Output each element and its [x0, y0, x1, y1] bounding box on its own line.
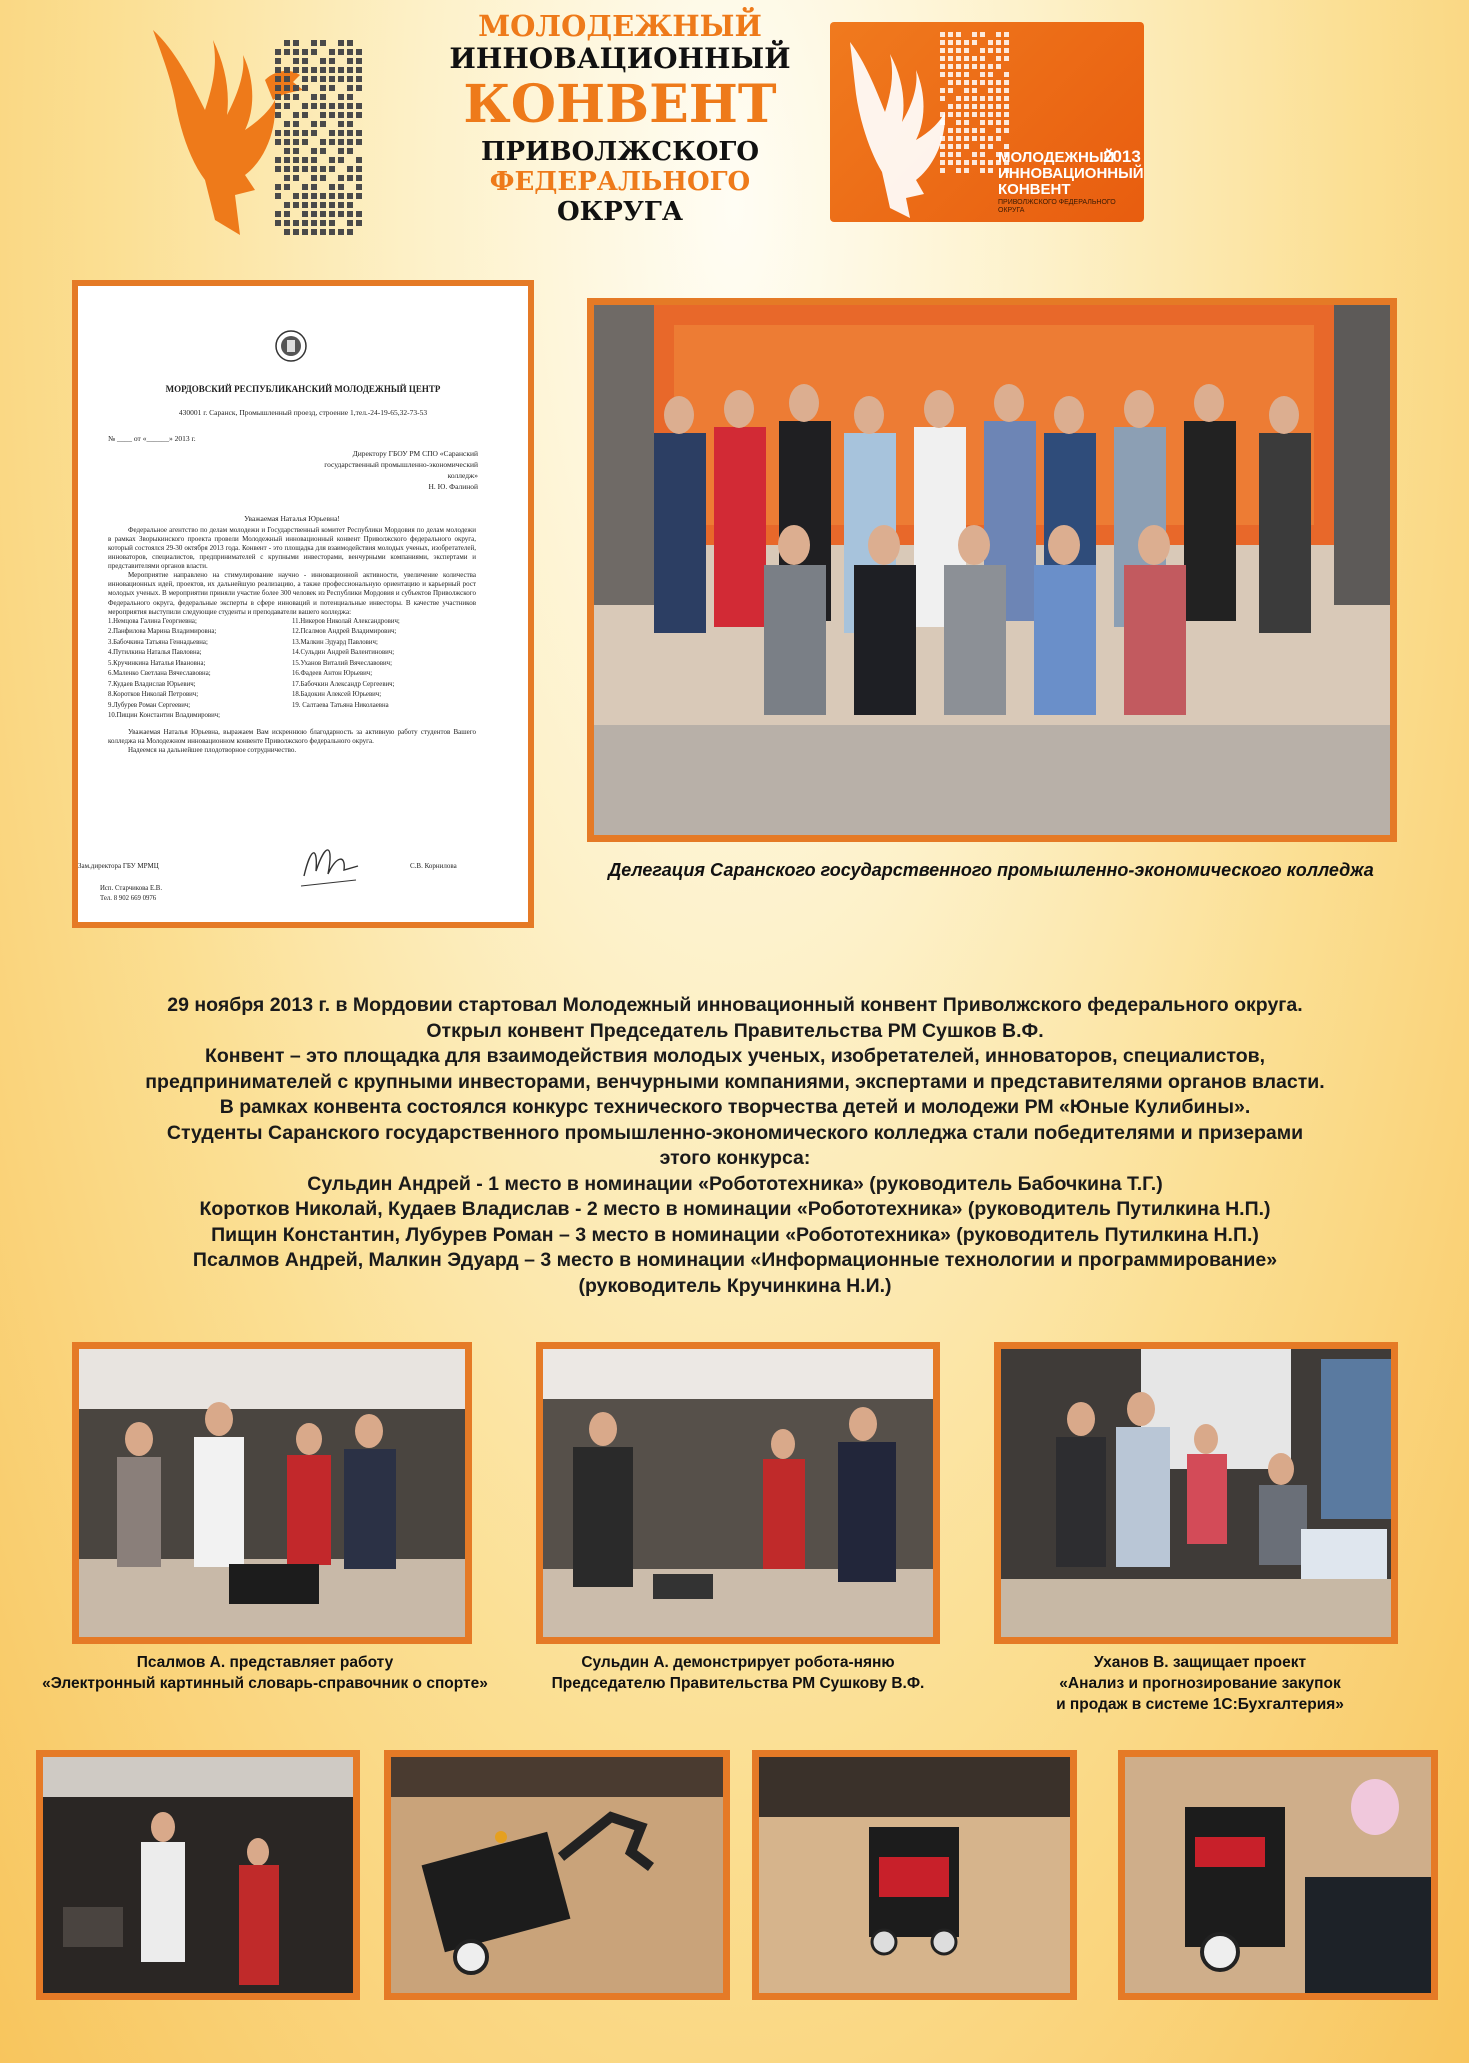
convent-banner — [830, 22, 1144, 222]
announcement-line: этого конкурса: — [659, 1147, 811, 1169]
participants-left-column — [108, 617, 292, 722]
participant-item: 13.Малкин Эдуард Павлович; — [292, 638, 378, 646]
caption-line: Псалмов А. представляет работу — [136, 1654, 394, 1671]
banner-line-1: МОЛОДЕЖНЫЙ — [998, 149, 1115, 166]
signature — [296, 836, 366, 896]
title-line-3: КОНВЕНТ — [463, 73, 777, 135]
participant-item: 8.Коротков Николай Петрович; — [108, 691, 199, 699]
photo-suldin — [536, 1342, 940, 1644]
banner-subtitle: ПРИВОЛЖСКОГО ФЕДЕРАЛЬНОГО ОКРУГА — [998, 199, 1116, 214]
recipient-line: Директору ГБОУ РМ СПО «Саранский — [352, 449, 478, 458]
emblem-icon — [274, 328, 308, 364]
caption-uhanov — [995, 1652, 1405, 1715]
letter-address: 430001 г. Саранск, Промышленный проезд, строение 1,тел.-24-19-65,32-73-53 — [178, 408, 428, 417]
banner-line-2: ИННОВАЦИОННЫЙ — [998, 164, 1144, 182]
participants-list — [108, 617, 476, 722]
caption-suldin — [520, 1652, 956, 1694]
main-announcement — [60, 993, 1410, 1299]
title-line-2: ИННОВАЦИОННЫЙ — [449, 42, 791, 76]
banner-line-3: КОНВЕНТ — [998, 180, 1071, 198]
caption-line: Председателю Правительства РМ Сушкову В.Ф. — [551, 1675, 925, 1692]
title-line-6: ОКРУГА — [556, 196, 684, 227]
participant-item: 15.Уханов Виталий Вячеславович; — [292, 659, 392, 667]
letter-body — [108, 514, 476, 755]
participant-item: 3.Бабочкина Татьяна Геннадьевна; — [108, 638, 208, 646]
convent-title — [440, 6, 800, 228]
recipient-line: государственный промышленно-экономический — [324, 459, 478, 469]
participant-item: 18.Бадокин Алексей Юрьевич; — [292, 691, 382, 699]
photo-robot-nanny — [752, 1750, 1077, 2000]
participant-item: 16.Фадеев Антон Юрьевич; — [292, 670, 373, 678]
announcement-line: Студенты Саранского государственного промышленно-экономического колледжа стали победителями и призерами — [166, 1121, 1304, 1144]
title-line-1: МОЛОДЕЖНЫЙ — [478, 9, 762, 43]
letter-paragraph: Мероприятие направлено на стимулирование научно - инновационной активности, увеличение количества инновационных идей, проектов, их дальнейшую реализацию, а также профессиональную ориентацию и карьерный рост молодых ученых. В мероприятии приняли участие более 300 человек из Республики Мордовия и субъектов Приволжского Федерального округа, федеральные эксперты в сфере инноваций и потенциальные инвесторы. В качестве участников мероприятия выступили следующие студенты и преподаватели вашего колледжа: — [108, 571, 476, 616]
letter-paragraph: Федеральное агентство по делам молодежи и Государственный комитет Республики Мордовия по делам молодежи в рамках Зворыкинского проекта провели Молодежный инновационный конвент Приволжского федерального округа, который состоялся 29-30 октября 2013 года. Конвент - это площадка для взаимодействия молодых ученых, изобретателей, инноваторов, специалистов, предпринимателей с крупными инвесторами, венчурными компаниями, экспертами и представителями органов власти. — [108, 525, 476, 571]
signer-position: Зам.директора ГБУ МРМЦ — [78, 862, 159, 870]
photo-exhibition-hall — [36, 1750, 360, 2000]
announcement-line: Открыл конвент Председатель Правительства РМ Сушков В.Ф. — [426, 1019, 1044, 1042]
participant-item: 19. Салтаева Татьяна Николаевна — [292, 701, 389, 709]
convent-logo — [145, 20, 415, 245]
letter-greeting: Уважаемая Наталья Юрьевна! — [244, 514, 340, 523]
executor-name: Исп. Старчикова Е.В. — [100, 885, 163, 892]
participant-item: 11.Никеров Николай Александрович; — [292, 617, 400, 625]
executor-phone: Тел. 8 902 669 0976 — [100, 895, 157, 903]
announcement-line: Коротков Николай, Кудаев Владислав - 2 место в номинации «Робототехника» (руководитель Путилкина Н.П.) — [199, 1198, 1271, 1220]
delegation-group-photo — [587, 298, 1397, 842]
announcement-line: Сульдин Андрей - 1 место в номинации «Робототехника» (руководитель Бабочкина Т.Г.) — [307, 1172, 1163, 1195]
caption-line: Уханов В. защищает проект — [1093, 1654, 1307, 1671]
letter-executor — [100, 884, 162, 904]
participant-item: 9.Лубурев Роман Сергеевич; — [108, 701, 191, 709]
participant-item: 5.Кручинкина Наталья Ивановна; — [108, 659, 206, 667]
recipient-line: колледж» — [447, 470, 478, 480]
thank-you-letter — [72, 280, 534, 928]
participant-item: 7.Кудаев Владислав Юрьевич; — [108, 680, 196, 688]
letter-recipient — [248, 449, 478, 493]
group-photo-caption: Делегация Саранского государственного промышленно-экономического колледжа — [608, 860, 1374, 880]
photo-robot-arm — [384, 1750, 730, 2000]
signer-name: С.В. Корнилова — [410, 862, 457, 870]
participant-item: 14.Сульдин Андрей Валентинович; — [292, 649, 395, 657]
photo-uhanov — [994, 1342, 1398, 1644]
caption-line: «Электронный картинный словарь-справочник о спорте» — [42, 1675, 488, 1692]
announcement-line: 29 ноября 2013 г. в Мордовии стартовал Молодежный инновационный конвент Приволжского федерального округа. — [167, 994, 1303, 1016]
announcement-line: Псалмов Андрей, Малкин Эдуард – 3 место в номинации «Информационные технологии и программирование» — [192, 1249, 1278, 1271]
letter-paragraph: Уважаемая Наталья Юрьевна, выражаем Вам искреннюю благодарность за активную работу студентов Вашего колледжа на Молодежном инновационном конвенте Приволжского федерального округа. — [108, 728, 476, 746]
recipient-line: Н. Ю. Фалиной — [428, 481, 478, 491]
banner-year: 2013 — [1103, 147, 1141, 166]
banner-text — [998, 147, 1144, 214]
caption-line: и продаж в системе 1С:Бухгалтерия» — [1056, 1696, 1344, 1713]
announcement-line: Пищин Константин, Лубурев Роман – 3 место в номинации «Робототехника» (руководитель Путилкина Н.П.) — [211, 1223, 1259, 1246]
title-line-5: ФЕДЕРАЛЬНОГО — [489, 167, 751, 198]
photo-robot-table — [1118, 1750, 1438, 2000]
letter-paragraph: Надеемся на дальнейшее плодотворное сотрудничество. — [128, 746, 297, 755]
announcement-line: предпринимателей с крупными инвесторами, венчурными компаниями, экспертами и представителями органов власти. — [145, 1070, 1325, 1093]
letter-number: № ____ от «______» 2013 г. — [108, 434, 196, 443]
caption-line: Сульдин А. демонстрирует робота-няню — [581, 1654, 895, 1671]
caption-psalmov — [10, 1652, 520, 1694]
participant-item: 12.Псалмов Андрей Владимирович; — [292, 628, 397, 636]
photo-psalmov — [72, 1342, 472, 1644]
participant-item: 10.Пищин Константин Владимирович; — [108, 712, 221, 720]
participant-item: 17.Бабочкин Александр Сергеевич; — [292, 680, 395, 688]
participant-item: 1.Немцова Галина Георгиевна; — [108, 617, 197, 625]
announcement-line: В рамках конвента состоялся конкурс технического творчества детей и молодежи РМ «Юные Кулибины». — [219, 1096, 1251, 1118]
participant-item: 2.Панфилова Марина Владимировна; — [108, 628, 217, 636]
participant-item: 6.Маленко Светлана Вячеславовна; — [108, 670, 211, 678]
participant-item: 4.Путилкина Наталья Павловна; — [108, 649, 202, 657]
announcement-line: Конвент – это площадка для взаимодействия молодых ученых, изобретателей, инноваторов, специалистов, — [204, 1045, 1266, 1067]
letter-org: МОРДОВСКИЙ РЕСПУБЛИКАНСКИЙ МОЛОДЕЖНЫЙ ЦЕНТР — [165, 384, 441, 394]
caption-line: «Анализ и прогнозирование закупок — [1059, 1675, 1341, 1692]
participants-right-column — [292, 617, 476, 722]
announcement-line: (руководитель Кручинкина Н.И.) — [578, 1274, 892, 1297]
title-line-4: ПРИВОЛЖСКОГО — [481, 137, 759, 168]
